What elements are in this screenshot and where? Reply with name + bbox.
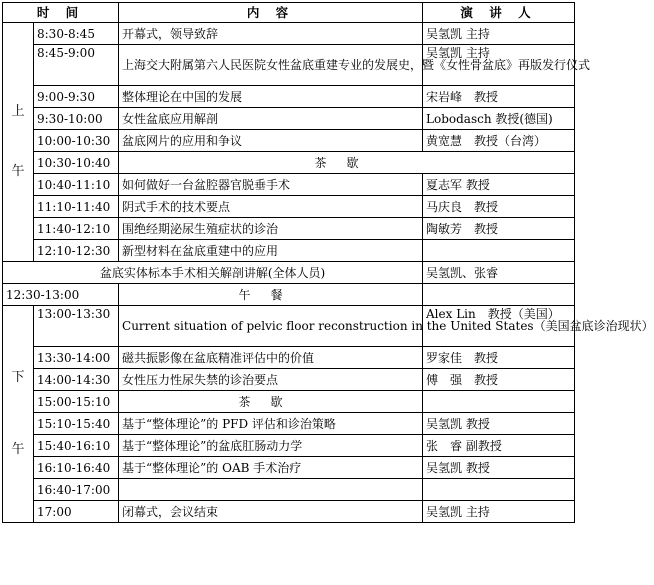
table-row <box>3 45 575 86</box>
morning-label <box>3 23 34 262</box>
table-row <box>3 240 575 262</box>
content-cell: 基于“整体理论”的 PFD 评估和诊治策略 <box>119 413 423 435</box>
content-cell: 如何做好一台盆腔器官脱垂手术 <box>119 174 423 196</box>
tea-break-cell: 茶歇 <box>119 391 423 413</box>
time-cell: 8:45-9:00 <box>34 45 119 86</box>
lunch-cell: 午餐 <box>119 284 423 306</box>
table-row <box>3 369 575 391</box>
content-cell: Current situation of pelvic floor reconstruction in the United States（美国盆底诊治现状） <box>119 306 423 347</box>
time-cell: 15:00-15:10 <box>34 391 119 413</box>
speaker-cell: 吴氢凯 主持 <box>423 23 575 45</box>
table-row <box>3 479 575 501</box>
time-cell: 14:00-14:30 <box>34 369 119 391</box>
table-row-break <box>3 391 575 413</box>
table-row <box>3 435 575 457</box>
schedule-container <box>2 2 654 523</box>
table-row <box>3 218 575 240</box>
speaker-cell: 马庆良 教授 <box>423 196 575 218</box>
speaker-cell: 张 睿 副教授 <box>423 435 575 457</box>
content-cell: 女性压力性尿失禁的诊治要点 <box>119 369 423 391</box>
speaker-cell: 吴氢凯 主持 <box>423 501 575 523</box>
time-cell: 9:30-10:00 <box>34 108 119 130</box>
header-content: 内 容 <box>119 3 423 23</box>
speaker-cell <box>423 391 575 413</box>
header-row <box>3 3 575 23</box>
content-cell: 阴式手术的技术要点 <box>119 196 423 218</box>
period-char: 午 <box>11 442 25 457</box>
time-cell: 12:10-12:30 <box>34 240 119 262</box>
table-row <box>3 457 575 479</box>
table-row <box>3 86 575 108</box>
header-speaker: 演 讲 人 <box>423 3 575 23</box>
speaker-cell: 吴氢凯、张睿 <box>423 262 575 284</box>
time-cell: 15:10-15:40 <box>34 413 119 435</box>
time-cell: 13:30-14:00 <box>34 347 119 369</box>
header-time: 时 间 <box>3 3 119 23</box>
speaker-cell: 吴氢凯 教授 <box>423 413 575 435</box>
content-cell: 磁共振影像在盆底精准评估中的价值 <box>119 347 423 369</box>
period-char: 午 <box>11 164 25 179</box>
content-cell: 基于“整体理论”的盆底肛肠动力学 <box>119 435 423 457</box>
speaker-cell: Lobodasch 教授(德国) <box>423 108 575 130</box>
table-row <box>3 108 575 130</box>
period-char: 上 <box>11 104 25 119</box>
content-cell: 闭幕式，会议结束 <box>119 501 423 523</box>
speaker-cell: 黄宽慧 教授（台湾） <box>423 130 575 152</box>
time-cell: 11:10-11:40 <box>34 196 119 218</box>
table-row-workshop <box>3 262 575 284</box>
table-row-lunch <box>3 284 575 306</box>
content-cell: 上海交大附属第六人民医院女性盆底重建专业的发展史，暨《女性骨盆底》再版发行仪式 <box>119 45 423 86</box>
table-row <box>3 501 575 523</box>
table-row <box>3 130 575 152</box>
content-cell: 女性盆底应用解剖 <box>119 108 423 130</box>
time-cell: 9:00-9:30 <box>34 86 119 108</box>
tea-break-cell: 茶歇 <box>119 152 575 174</box>
workshop-cell: 盆底实体标本手术相关解剖讲解(全体人员) <box>3 262 423 284</box>
time-cell: 10:30-10:40 <box>34 152 119 174</box>
speaker-cell: 傅 强 教授 <box>423 369 575 391</box>
content-cell <box>119 479 423 501</box>
speaker-cell: 吴氢凯 主持 <box>423 45 575 86</box>
speaker-cell <box>423 284 575 306</box>
afternoon-label <box>3 306 34 523</box>
time-cell: 13:00-13:30 <box>34 306 119 347</box>
table-row <box>3 174 575 196</box>
time-cell: 10:00-10:30 <box>34 130 119 152</box>
content-cell: 围绝经期泌尿生殖症状的诊治 <box>119 218 423 240</box>
content-cell: 开幕式，领导致辞 <box>119 23 423 45</box>
table-row-break <box>3 152 575 174</box>
speaker-cell: 罗家佳 教授 <box>423 347 575 369</box>
time-cell: 16:10-16:40 <box>34 457 119 479</box>
content-cell: 基于“整体理论”的 OAB 手术治疗 <box>119 457 423 479</box>
time-cell: 11:40-12:10 <box>34 218 119 240</box>
speaker-cell: 夏志军 教授 <box>423 174 575 196</box>
time-cell: 12:30-13:00 <box>3 284 119 306</box>
table-row <box>3 196 575 218</box>
period-char: 下 <box>11 370 25 385</box>
table-row <box>3 306 575 347</box>
time-cell: 16:40-17:00 <box>34 479 119 501</box>
content-cell: 新型材料在盆底重建中的应用 <box>119 240 423 262</box>
table-row <box>3 413 575 435</box>
speaker-cell: 陶敏芳 教授 <box>423 218 575 240</box>
time-cell: 17:00 <box>34 501 119 523</box>
speaker-cell: 宋岩峰 教授 <box>423 86 575 108</box>
time-cell: 15:40-16:10 <box>34 435 119 457</box>
table-row <box>3 23 575 45</box>
time-cell: 8:30-8:45 <box>34 23 119 45</box>
speaker-cell <box>423 240 575 262</box>
content-cell: 盆底网片的应用和争议 <box>119 130 423 152</box>
time-cell: 10:40-11:10 <box>34 174 119 196</box>
speaker-cell: 吴氢凯 教授 <box>423 457 575 479</box>
schedule-table <box>2 2 654 523</box>
speaker-cell <box>423 479 575 501</box>
speaker-cell: Alex Lin 教授（美国） <box>423 306 575 347</box>
table-row <box>3 347 575 369</box>
content-cell: 整体理论在中国的发展 <box>119 86 423 108</box>
